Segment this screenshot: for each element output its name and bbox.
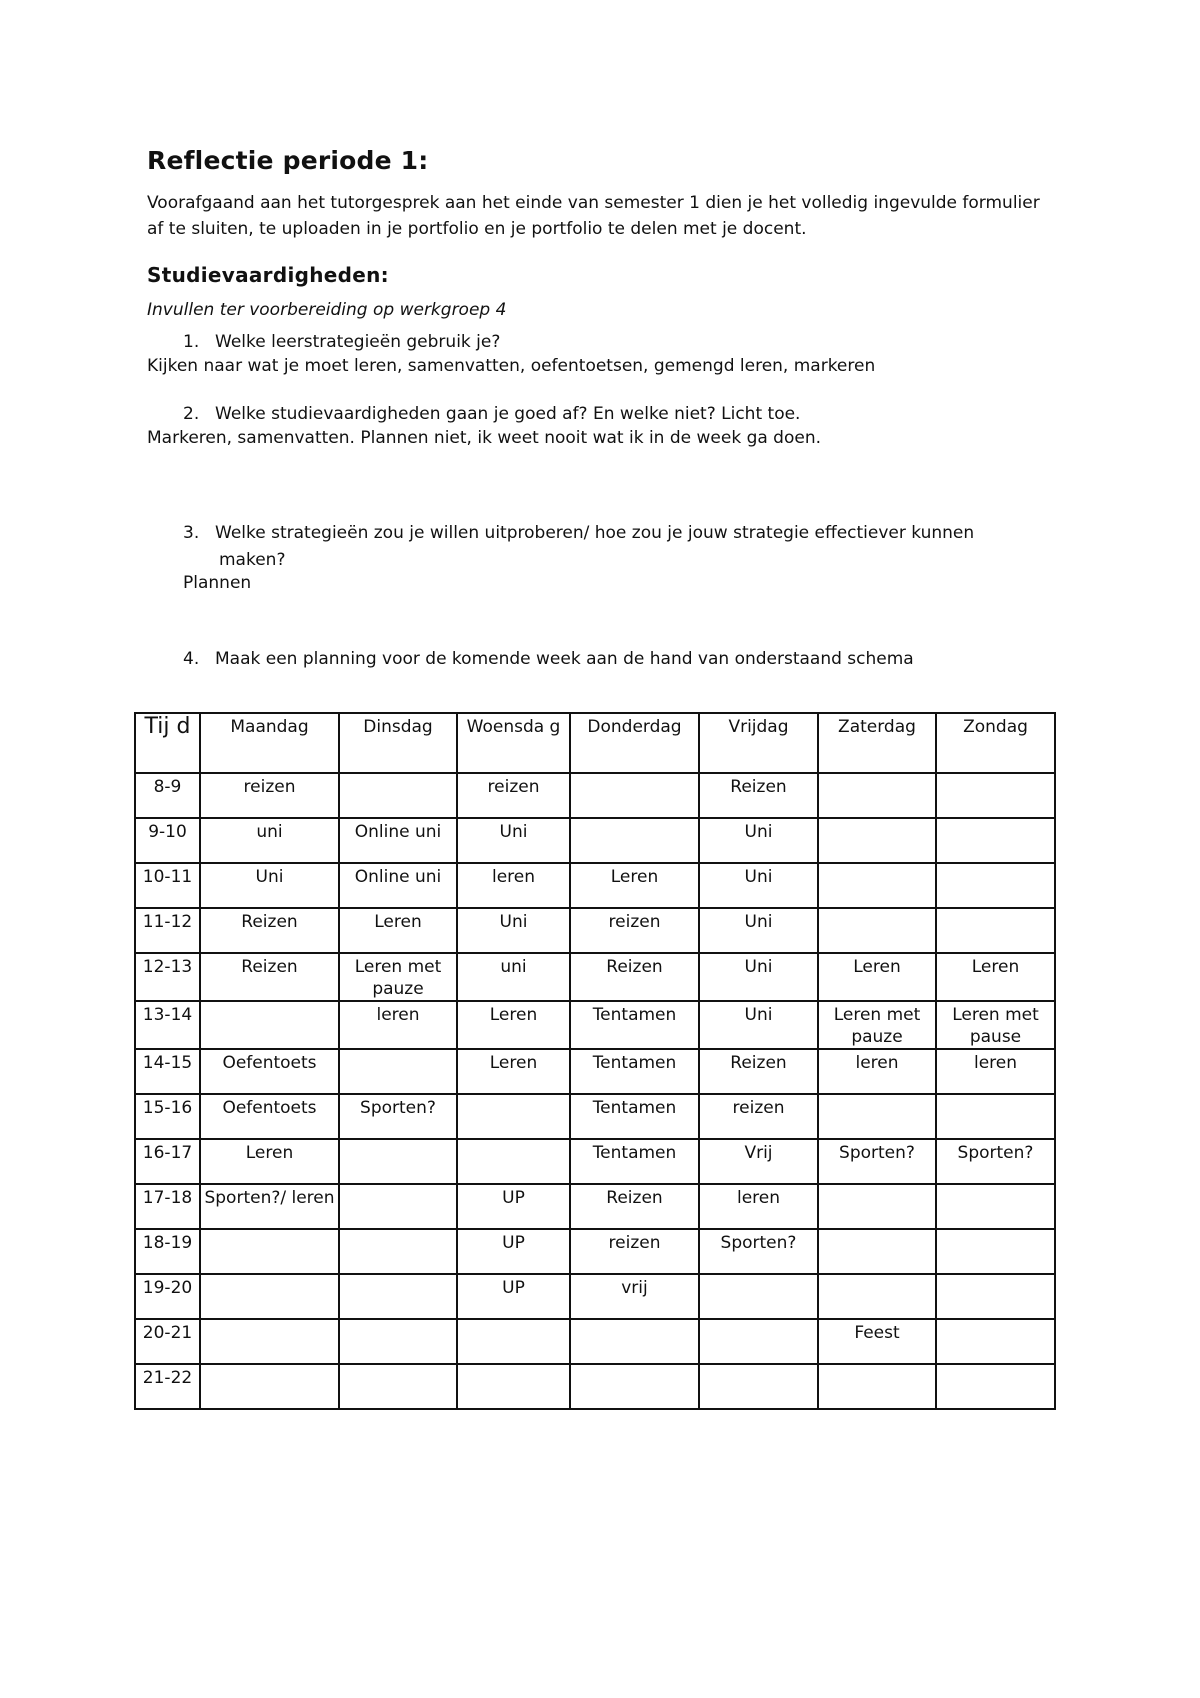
schedule-cell: reizen bbox=[200, 773, 339, 818]
schedule-cell: Sporten? bbox=[818, 1139, 936, 1184]
column-header-woensdag: Woensda g bbox=[457, 713, 570, 773]
schedule-cell: Reizen bbox=[570, 1184, 699, 1229]
schedule-cell: Reizen bbox=[699, 1049, 818, 1094]
schedule-cell bbox=[818, 1274, 936, 1319]
planning-table bbox=[134, 712, 1056, 1410]
schedule-cell: Leren met pauze bbox=[339, 953, 457, 1001]
schedule-cell bbox=[936, 1319, 1055, 1364]
schedule-cell: reizen bbox=[457, 773, 570, 818]
schedule-cell bbox=[570, 1364, 699, 1409]
schedule-cell: Uni bbox=[699, 908, 818, 953]
schedule-cell bbox=[936, 908, 1055, 953]
schedule-cell: reizen bbox=[570, 1229, 699, 1274]
answer-1: Kijken naar wat je moet leren, samenvatten, oefentoetsen, gemengd leren, markeren bbox=[147, 356, 876, 376]
question-text: Welke strategieën zou je willen uitproberen/ hoe zou je jouw strategie effectiever kunnen bbox=[215, 523, 975, 543]
time-slot-cell: 16-17 bbox=[135, 1139, 200, 1184]
time-slot-cell: 20-21 bbox=[135, 1319, 200, 1364]
prep-note: Invullen ter voorbereiding op werkgroep 4 bbox=[147, 300, 507, 320]
schedule-cell bbox=[339, 1319, 457, 1364]
schedule-cell bbox=[818, 1094, 936, 1139]
table-row bbox=[135, 818, 1055, 863]
schedule-cell: Leren bbox=[200, 1139, 339, 1184]
schedule-cell bbox=[699, 1319, 818, 1364]
schedule-cell: Tentamen bbox=[570, 1001, 699, 1049]
schedule-cell bbox=[699, 1364, 818, 1409]
time-slot-cell: 10-11 bbox=[135, 863, 200, 908]
schedule-cell: Uni bbox=[699, 953, 818, 1001]
section-title: Studievaardigheden: bbox=[147, 263, 389, 287]
schedule-cell: Reizen bbox=[699, 773, 818, 818]
schedule-cell: Leren bbox=[936, 953, 1055, 1001]
schedule-cell bbox=[818, 1229, 936, 1274]
schedule-cell: uni bbox=[457, 953, 570, 1001]
schedule-cell: reizen bbox=[570, 908, 699, 953]
time-slot-cell: 21-22 bbox=[135, 1364, 200, 1409]
schedule-cell bbox=[818, 1184, 936, 1229]
schedule-cell bbox=[818, 1364, 936, 1409]
schedule-cell bbox=[200, 1001, 339, 1049]
schedule-cell: Online uni bbox=[339, 863, 457, 908]
schedule-cell: Oefentoets bbox=[200, 1049, 339, 1094]
schedule-cell: leren bbox=[457, 863, 570, 908]
time-slot-cell: 13-14 bbox=[135, 1001, 200, 1049]
schedule-cell: Sporten? bbox=[936, 1139, 1055, 1184]
schedule-cell bbox=[457, 1319, 570, 1364]
column-header-donderdag: Donderdag bbox=[570, 713, 699, 773]
table-header-row bbox=[135, 713, 1055, 773]
schedule-cell: Uni bbox=[200, 863, 339, 908]
schedule-cell bbox=[818, 773, 936, 818]
schedule-cell bbox=[818, 908, 936, 953]
question-text: Welke studievaardigheden gaan je goed af? En welke niet? Licht toe. bbox=[215, 404, 801, 424]
schedule-cell bbox=[936, 1229, 1055, 1274]
schedule-cell bbox=[339, 773, 457, 818]
schedule-cell bbox=[570, 773, 699, 818]
schedule-cell: Sporten? bbox=[339, 1094, 457, 1139]
schedule-cell bbox=[339, 1364, 457, 1409]
table-row bbox=[135, 1364, 1055, 1409]
table-row bbox=[135, 1001, 1055, 1049]
column-header-dinsdag: Dinsdag bbox=[339, 713, 457, 773]
schedule-cell bbox=[339, 1049, 457, 1094]
schedule-cell bbox=[200, 1274, 339, 1319]
schedule-cell: Online uni bbox=[339, 818, 457, 863]
table-row bbox=[135, 908, 1055, 953]
schedule-cell: Feest bbox=[818, 1319, 936, 1364]
schedule-cell: Uni bbox=[699, 863, 818, 908]
table-body bbox=[135, 773, 1055, 1409]
schedule-cell bbox=[936, 1274, 1055, 1319]
table-row bbox=[135, 1139, 1055, 1184]
table-row bbox=[135, 953, 1055, 1001]
schedule-cell: UP bbox=[457, 1274, 570, 1319]
schedule-cell: Tentamen bbox=[570, 1049, 699, 1094]
schedule-cell bbox=[570, 818, 699, 863]
schedule-cell bbox=[457, 1139, 570, 1184]
table-row bbox=[135, 1049, 1055, 1094]
schedule-cell bbox=[936, 1094, 1055, 1139]
answer-3: Plannen bbox=[183, 573, 252, 593]
schedule-cell bbox=[457, 1094, 570, 1139]
time-slot-cell: 8-9 bbox=[135, 773, 200, 818]
schedule-cell: Tentamen bbox=[570, 1139, 699, 1184]
time-slot-cell: 11-12 bbox=[135, 908, 200, 953]
schedule-cell: Sporten?/ leren bbox=[200, 1184, 339, 1229]
intro-paragraph: Voorafgaand aan het tutorgesprek aan het einde van semester 1 dien je het volledig ingevulde formulier af te sluiten, te uploaden in je portfolio en je portfolio te delen met je docent. bbox=[147, 193, 1040, 239]
time-slot-cell: 19-20 bbox=[135, 1274, 200, 1319]
question-text: Maak een planning voor de komende week aan de hand van onderstaand schema bbox=[215, 649, 914, 669]
question-3-continued: maken? bbox=[219, 550, 286, 570]
schedule-cell: Uni bbox=[457, 818, 570, 863]
question-2 bbox=[183, 401, 800, 427]
time-slot-cell: 14-15 bbox=[135, 1049, 200, 1094]
schedule-cell: Leren bbox=[457, 1049, 570, 1094]
schedule-cell bbox=[339, 1139, 457, 1184]
schedule-cell bbox=[339, 1184, 457, 1229]
schedule-cell bbox=[936, 1364, 1055, 1409]
schedule-cell bbox=[936, 863, 1055, 908]
schedule-cell: Tentamen bbox=[570, 1094, 699, 1139]
schedule-cell: leren bbox=[936, 1049, 1055, 1094]
schedule-cell bbox=[818, 818, 936, 863]
schedule-cell: UP bbox=[457, 1229, 570, 1274]
question-1 bbox=[183, 329, 500, 355]
schedule-cell: UP bbox=[457, 1184, 570, 1229]
schedule-cell: leren bbox=[818, 1049, 936, 1094]
schedule-cell: Leren bbox=[457, 1001, 570, 1049]
answer-2: Markeren, samenvatten. Plannen niet, ik weet nooit wat ik in de week ga doen. bbox=[147, 428, 822, 448]
schedule-cell: Reizen bbox=[570, 953, 699, 1001]
schedule-cell: Reizen bbox=[200, 953, 339, 1001]
schedule-cell: leren bbox=[339, 1001, 457, 1049]
schedule-cell bbox=[570, 1319, 699, 1364]
schedule-cell: Reizen bbox=[200, 908, 339, 953]
time-slot-cell: 9-10 bbox=[135, 818, 200, 863]
schedule-cell bbox=[457, 1364, 570, 1409]
column-header-tijd: Tij d bbox=[135, 713, 200, 773]
column-header-zondag: Zondag bbox=[936, 713, 1055, 773]
schedule-cell bbox=[200, 1319, 339, 1364]
time-slot-cell: 15-16 bbox=[135, 1094, 200, 1139]
schedule-cell bbox=[936, 1184, 1055, 1229]
schedule-cell: uni bbox=[200, 818, 339, 863]
table-row bbox=[135, 1274, 1055, 1319]
table-row bbox=[135, 1319, 1055, 1364]
table-row bbox=[135, 1229, 1055, 1274]
question-text: Welke leerstrategieën gebruik je? bbox=[215, 332, 501, 352]
question-number: 1. bbox=[183, 332, 200, 352]
schedule-cell bbox=[818, 863, 936, 908]
schedule-cell bbox=[699, 1274, 818, 1319]
schedule-cell bbox=[200, 1364, 339, 1409]
schedule-cell: Vrij bbox=[699, 1139, 818, 1184]
question-3 bbox=[183, 520, 974, 546]
schedule-cell: Leren bbox=[818, 953, 936, 1001]
question-4 bbox=[183, 646, 914, 672]
schedule-cell: Leren bbox=[570, 863, 699, 908]
schedule-cell bbox=[339, 1229, 457, 1274]
column-header-vrijdag: Vrijdag bbox=[699, 713, 818, 773]
question-number: 2. bbox=[183, 404, 200, 424]
schedule-cell: Uni bbox=[699, 818, 818, 863]
schedule-cell: Leren bbox=[339, 908, 457, 953]
schedule-cell: vrij bbox=[570, 1274, 699, 1319]
table-row bbox=[135, 1184, 1055, 1229]
time-slot-cell: 12-13 bbox=[135, 953, 200, 1001]
table-row bbox=[135, 1094, 1055, 1139]
schedule-cell: reizen bbox=[699, 1094, 818, 1139]
page-title: Reflectie periode 1: bbox=[147, 146, 429, 175]
table-row bbox=[135, 863, 1055, 908]
table-row bbox=[135, 773, 1055, 818]
column-header-zaterdag: Zaterdag bbox=[818, 713, 936, 773]
time-slot-cell: 17-18 bbox=[135, 1184, 200, 1229]
schedule-cell: Leren met pause bbox=[936, 1001, 1055, 1049]
schedule-cell: Leren met pauze bbox=[818, 1001, 936, 1049]
schedule-cell: Oefentoets bbox=[200, 1094, 339, 1139]
schedule-cell: Uni bbox=[457, 908, 570, 953]
schedule-cell: Sporten? bbox=[699, 1229, 818, 1274]
schedule-cell bbox=[936, 818, 1055, 863]
schedule-cell bbox=[200, 1229, 339, 1274]
time-slot-cell: 18-19 bbox=[135, 1229, 200, 1274]
column-header-maandag: Maandag bbox=[200, 713, 339, 773]
schedule-cell: Uni bbox=[699, 1001, 818, 1049]
question-number: 3. bbox=[183, 523, 200, 543]
question-number: 4. bbox=[183, 649, 200, 669]
schedule-cell bbox=[936, 773, 1055, 818]
schedule-cell bbox=[339, 1274, 457, 1319]
schedule-cell: leren bbox=[699, 1184, 818, 1229]
